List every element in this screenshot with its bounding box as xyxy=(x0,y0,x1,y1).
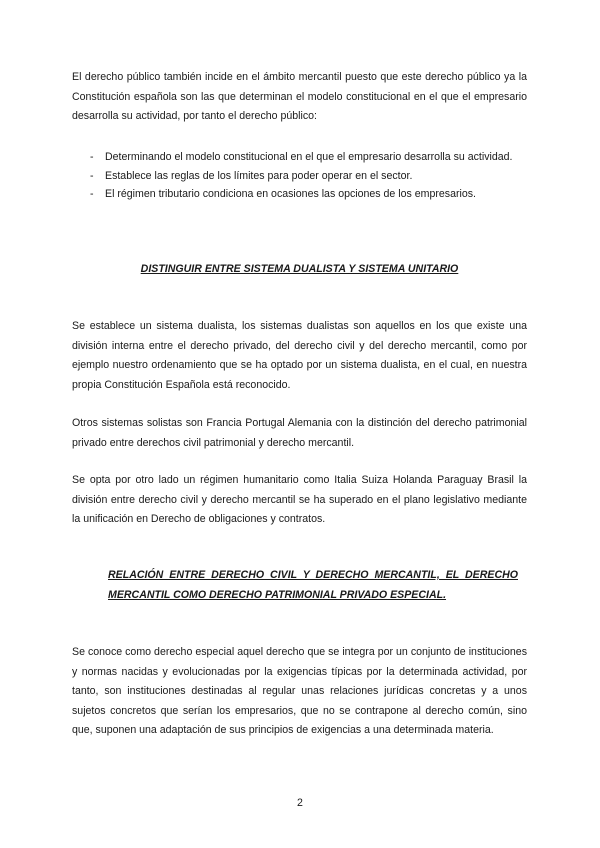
section-heading-dualista: DISTINGUIR ENTRE SISTEMA DUALISTA Y SISTEMA UNITARIO xyxy=(140,263,459,275)
bullet-item xyxy=(72,185,527,204)
bullet-item xyxy=(72,167,527,186)
body-paragraph: Se establece un sistema dualista, los sistemas dualistas son aquellos en los que existe una división interna entre el derecho privado, del derecho civil y del derecho mercantil, como por ejemplo nuestro ordenamiento que se ha optado por un sistema dualista, en el cual, en nuestra propia Constitución Española está reconocido. xyxy=(72,320,527,391)
bullet-text: El régimen tributario condiciona en ocasiones las opciones de los empresarios. xyxy=(105,188,476,200)
body-paragraph: Se opta por otro lado un régimen humanitario como Italia Suiza Holanda Paraguay Brasil la división entre derecho civil y derecho mercantil se ha superado en el plano legislativo mediante la unificación en Derecho de obligaciones y contratos. xyxy=(72,474,527,526)
bullet-list xyxy=(72,148,527,204)
bullet-dash: - xyxy=(90,188,94,200)
bullet-item xyxy=(72,148,527,167)
bullet-text: Establece las reglas de los límites para poder operar en el sector. xyxy=(105,169,413,182)
intro-paragraph: El derecho público también incide en el ámbito mercantil puesto que este derecho público ya la Constitución española son las que determinan el modelo constitucional en el que el empresario desarrolla su actividad, por tanto el derecho público: xyxy=(72,71,527,123)
bullet-dash: - xyxy=(90,169,94,182)
body-paragraph: Otros sistemas solistas son Francia Portugal Alemania con la distinción del derecho patrimonial privado entre derechos civil patrimonial y derecho mercantil. xyxy=(72,417,527,449)
bullet-dash: - xyxy=(90,151,94,163)
body-paragraph: Se conoce como derecho especial aquel derecho que se integra por un conjunto de instituciones y normas nacidas y evolucionadas por la exigencias típicas por la determinada actividad, por tanto, son instituciones destinadas al regular unas relaciones jurídicas concretas y a unos sujetos concretos que serían los empresarios, que no se contrapone al derecho común, sino que, suponen una adaptación de sus principios de exigencias a una determinada materia. xyxy=(72,646,527,737)
section-heading-relacion: RELACIÓN ENTRE DERECHO CIVIL Y DERECHO MERCANTIL, EL DERECHO MERCANTIL COMO DERECHO PATRIMONIAL PRIVADO ESPECIAL. xyxy=(108,569,518,601)
bullet-text: Determinando el modelo constitucional en el que el empresario desarrolla su actividad. xyxy=(105,151,513,163)
page-number: 2 xyxy=(297,797,303,809)
